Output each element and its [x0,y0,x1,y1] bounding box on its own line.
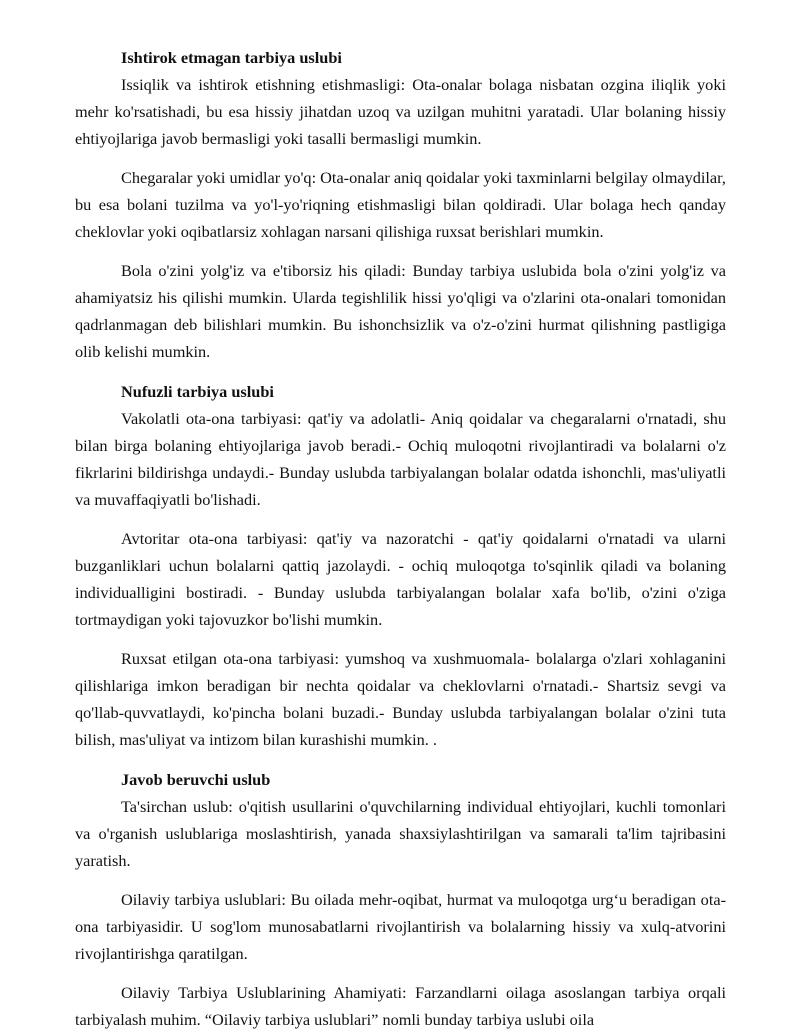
paragraph: Oilaviy tarbiya uslublari: Bu oilada mehr-oqibat, hurmat va muloqotga urg‘u beradigan ota-ona tarbiyasidir. U sog'lom munosabatlarni rivojlantirish va bolalarning hissiy va xulq-atvorini rivojlantirishga qaratilgan. [75,890,726,963]
section-uninvolved-parenting [75,44,726,365]
section-heading: Nufuzli tarbiya uslubi [121,382,274,401]
paragraph: Bola o'zini yolg'iz va e'tiborsiz his qiladi: Bunday tarbiya uslubida bola o'zini yolg'iz va ahamiyatsiz his qilishi mumkin. Ularda tegishlilik hissi yo'qligi va o'zlarini ota-onalari tomonidan qadrlanmagan deb bilishlari mumkin. Bu ishonchsizlik va o'z-o'zini hurmat qilishning pastligiga olib kelishi mumkin. [75,261,726,361]
paragraph: Issiqlik va ishtirok etishning etishmasligi: Ota-onalar bolaga nisbatan ozgina iliqlik yoki mehr ko'rsatishadi, bu esa hissiy jihatdan uzoq va uzilgan muhitni yaratadi. Ular bolaning hissiy ehtiyojlariga javob bermasligi yoki tasalli bermasligi mumkin. [75,75,726,148]
paragraph: Chegaralar yoki umidlar yo'q: Ota-onalar aniq qoidalar yoki taxminlarni belgilay olmaydilar, bu esa bolani tuzilma va yo'l-yo'riqning etishmasligi bilan qoldiradi. Ular bolaga hech qanday cheklovlar yoki oqibatlarsiz xohlagan narsani qilishiga ruxsat berishlari mumkin. [75,168,726,241]
document-page [75,44,726,1033]
section-heading: Javob beruvchi uslub [121,770,271,789]
section-responsive-style [75,766,726,1033]
section-authoritative-parenting [75,378,726,753]
paragraph: Avtoritar ota-ona tarbiyasi: qat'iy va nazoratchi - qat'iy qoidalarni o'rnatadi va ularni buzganliklari uchun bolalarni qattiq jazolaydi. - ochiq muloqotga to'sqinlik qiladi va bolaning individualligini bostiradi. - Bunday uslubda tarbiyalangan bolalar xafa bo'lib, o'zini o'ziga tortmaydigan yoki tajovuzkor bo'lishi mumkin. [75,529,726,629]
section-heading: Ishtirok etmagan tarbiya uslubi [121,48,342,67]
paragraph: Oilaviy Tarbiya Uslublarining Ahamiyati: Farzandlarni oilaga asoslangan tarbiya orqali tarbiyalash muhim. “Oilaviy tarbiya uslublari” nomli bunday tarbiya uslubi oila [75,983,726,1029]
paragraph: Ta'sirchan uslub: o'qitish usullarini o'quvchilarning individual ehtiyojlari, kuchli tomonlari va o'rganish uslublariga moslashtirish, yanada shaxsiylashtirilgan va samarali ta'lim tajribasini yaratish. [75,797,726,870]
paragraph: Ruxsat etilgan ota-ona tarbiyasi: yumshoq va xushmuomala- bolalarga o'zlari xohlaganini qilishlariga imkon beradigan bir nechta qoidalar va cheklovlarni o'rnatadi.- Shartsiz sevgi va qo'llab-quvvatlaydi, ko'pincha bolani buzadi.- Bunday uslubda tarbiyalangan bolalar o'zini tuta bilish, mas'uliyat va intizom bilan kurashishi mumkin. . [75,649,726,749]
paragraph: Vakolatli ota-ona tarbiyasi: qat'iy va adolatli- Aniq qoidalar va chegaralarni o'rnatadi, shu bilan birga bolaning ehtiyojlariga javob beradi.- Ochiq muloqotni rivojlantiradi va bolalarni o'z fikrlarini bildirishga undaydi.- Bunday uslubda tarbiyalangan bolalar odatda ishonchli, mas'uliyatli va muvaffaqiyatli bo'lishadi. [75,409,726,509]
